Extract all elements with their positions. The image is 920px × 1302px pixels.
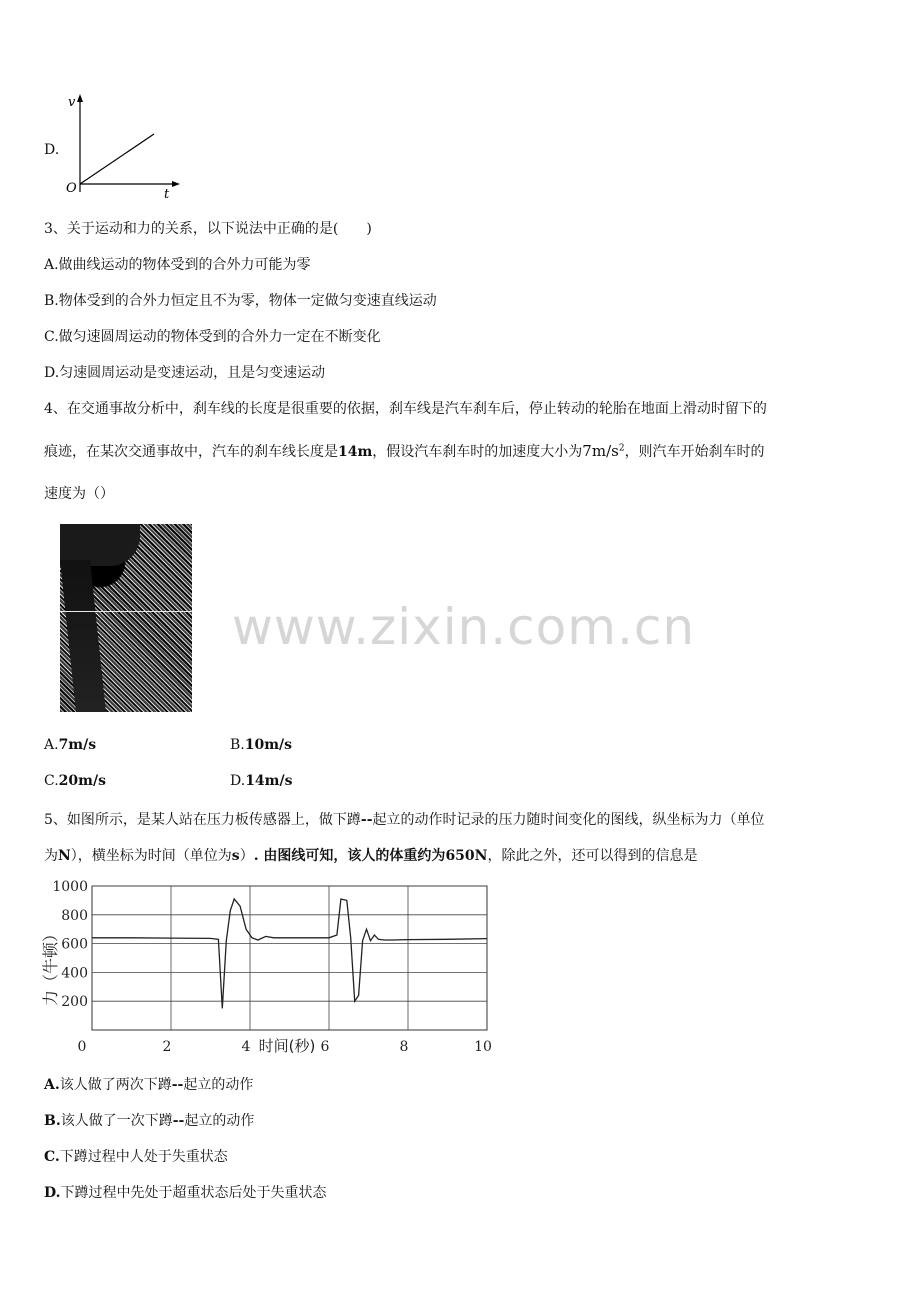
q5-option-b-text: 该人做了一次下蹲	[60, 1113, 173, 1129]
q5-stem-1a: 5、如图所示，是某人站在压力板传感器上，做下蹲	[44, 812, 361, 828]
vt-y-arrow	[77, 94, 83, 102]
q4-stem-text-a: 痕迹，在某次交通事故中，汽车的刹车线长度是	[44, 444, 338, 460]
q4-option-a-value: 7m/s	[58, 737, 97, 753]
q5-option-a[interactable]	[44, 1074, 253, 1094]
q4-stem-line2	[44, 441, 765, 461]
q4-option-a-letter: A.	[44, 737, 59, 753]
q4-acceleration: 7m/s	[582, 442, 619, 460]
q4-option-d-letter: D.	[230, 773, 246, 789]
q4-option-c-letter: C.	[44, 773, 59, 789]
force-series-line	[92, 899, 487, 1008]
force-time-chart	[40, 874, 500, 1058]
q4-option-d[interactable]	[230, 773, 292, 789]
q4-skid-length: 14m	[338, 444, 373, 460]
q3-stem: 3、关于运动和力的关系，以下说法中正确的是( )	[44, 221, 372, 237]
x-tick-label: 2	[162, 1039, 172, 1055]
velocity-time-graph	[60, 92, 190, 202]
q4-option-c[interactable]	[44, 773, 106, 789]
q3-option-a[interactable]: A.做曲线运动的物体受到的合外力可能为零	[44, 257, 311, 273]
q5-stem-1c: 起立的动作时记录的压力随时间变化的图线，纵坐标为力（单位	[372, 812, 765, 828]
q4-stem-text-e: ，则汽车开始刹车时的	[624, 444, 765, 460]
q5-stem-line1	[44, 809, 765, 829]
vt-x-label: t	[164, 187, 170, 202]
q5-stem-2a: 为	[44, 848, 58, 864]
q5-option-d-letter: D.	[44, 1185, 61, 1201]
q5-option-b-dash: --	[172, 1113, 185, 1129]
vt-origin-label: O	[66, 181, 77, 196]
x-tick-label: 4	[241, 1039, 251, 1055]
q5-stem-line2	[44, 845, 697, 865]
q5-stem-2h: ，除此之外，还可以得到的信息是	[487, 848, 698, 864]
q4-option-b[interactable]	[230, 737, 292, 753]
y-tick-label: 400	[61, 965, 88, 982]
q5-option-a-rest: 起立的动作	[183, 1077, 254, 1093]
q3-option-b[interactable]: B.物体受到的合外力恒定且不为零，物体一定做匀变速直线运动	[44, 293, 437, 309]
q3-option-c[interactable]: C.做匀速圆周运动的物体受到的合外力一定在不断变化	[44, 329, 381, 345]
q5-option-d-text: 下蹲过程中先处于超重状态后处于失重状态	[60, 1185, 327, 1201]
q5-option-a-letter: A.	[44, 1077, 60, 1093]
q5-option-b-rest: 起立的动作	[184, 1113, 255, 1129]
q5-stem-2b: N	[58, 848, 71, 864]
q4-stem-text-c: ，假设汽车刹车时的加速度大小为	[372, 444, 583, 460]
q5-stem-2e: ）	[239, 848, 254, 864]
watermark: www.zixin.com.cn	[232, 598, 696, 656]
q4-option-b-value: 10m/s	[244, 737, 293, 753]
q5-option-c[interactable]	[44, 1146, 228, 1166]
y-axis-label: 力（牛顿）	[41, 925, 60, 1007]
x-axis-label: 时间(秒)	[258, 1037, 316, 1055]
q5-stem-2c: ），横坐标为时间（单位为	[70, 848, 232, 864]
q4-option-c-value: 20m/s	[58, 773, 106, 789]
x-tick-label: 8	[399, 1039, 409, 1055]
q5-stem-2f: . 由图线可知，该人的体重约为	[253, 848, 446, 864]
q5-stem-1b: --	[360, 812, 373, 828]
x-tick-label: 0	[77, 1039, 87, 1055]
q4-stem-line3: 速度为（）	[44, 486, 114, 502]
y-tick-label: 200	[61, 994, 88, 1011]
q3-option-d[interactable]: D.匀速圆周运动是变速运动，且是匀变速运动	[44, 365, 326, 381]
q5-option-b-letter: B.	[44, 1113, 61, 1129]
y-tick-label: 1000	[52, 879, 88, 895]
vt-x-arrow	[172, 181, 180, 187]
q4-option-a[interactable]	[44, 737, 96, 753]
x-tick-label: 6	[320, 1039, 330, 1055]
q4-option-d-value: 14m/s	[245, 773, 293, 789]
vt-y-label: v	[68, 95, 76, 110]
q5-option-c-text: 下蹲过程中人处于失重状态	[59, 1149, 228, 1165]
q5-option-a-dash: --	[171, 1077, 184, 1093]
q5-option-b[interactable]	[44, 1110, 254, 1130]
q4-acceleration-exp: 2	[618, 443, 625, 454]
q5-stem-2d: s	[231, 848, 240, 864]
q5-option-d[interactable]	[44, 1182, 327, 1202]
vt-line	[80, 134, 154, 184]
q5-option-a-text: 该人做了两次下蹲	[59, 1077, 172, 1093]
q5-stem-2g: 650N	[445, 848, 488, 864]
y-tick-label: 600	[61, 936, 88, 953]
x-tick-label: 10	[474, 1039, 492, 1055]
q4-option-b-letter: B.	[230, 737, 245, 753]
q4-stem-line1: 4、在交通事故分析中，刹车线的长度是很重要的依据，刹车线是汽车刹车后，停止转动的轮胎在地面上滑动时留下的	[44, 401, 767, 417]
y-tick-label: 800	[61, 907, 88, 924]
q5-option-c-letter: C.	[44, 1149, 60, 1165]
plot-frame	[92, 886, 487, 1030]
option-d-label: D.	[44, 142, 60, 158]
